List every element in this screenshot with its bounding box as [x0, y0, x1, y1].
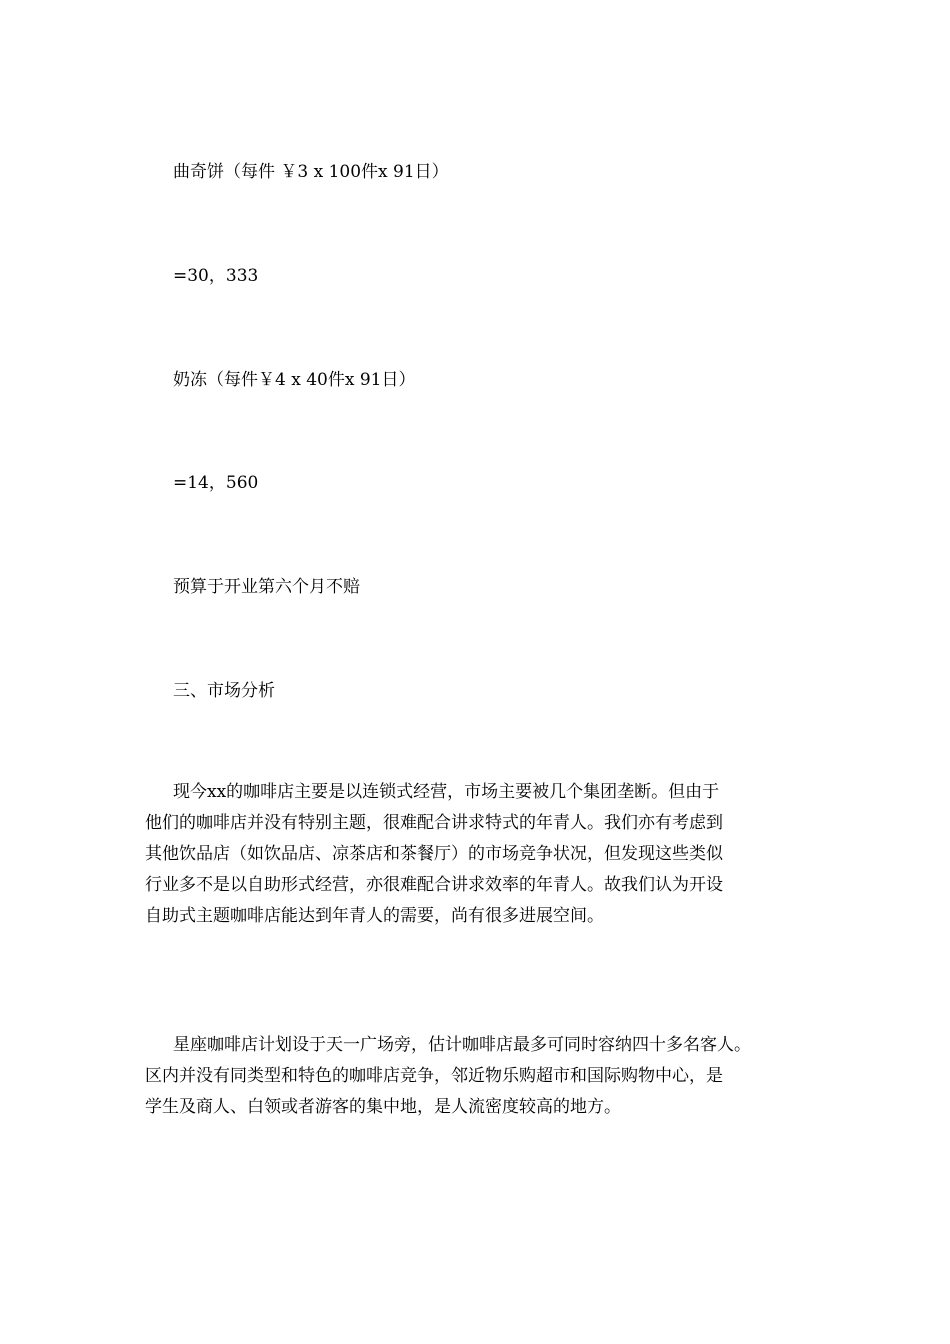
paragraph-line: 自助式主题咖啡店能达到年青人的需要，尚有很多进展空间。 — [145, 906, 604, 926]
paragraph-line: 星座咖啡店计划设于天一广场旁，估计咖啡店最多可同时容纳四十多名客人。 — [173, 1035, 751, 1055]
paragraph-line: 行业多不是以自助形式经营，亦很难配合讲求效率的年青人。故我们认为开设 — [145, 875, 723, 895]
cookie-cost-total: =30，333 — [173, 266, 259, 286]
paragraph-line: 他们的咖啡店并没有特别主题，很难配合讲求特式的年青人。我们亦有考虑到 — [145, 813, 723, 833]
location-paragraph — [145, 1030, 825, 1123]
cookie-cost-line: 曲奇饼（每件 ￥3 x 100件x 91日） — [173, 162, 449, 182]
paragraph-line: 区内并没有同类型和特色的咖啡店竞争，邻近物乐购超市和国际购物中心，是 — [145, 1066, 723, 1086]
jelly-cost-line: 奶冻（每件￥4 x 40件x 91日） — [173, 370, 416, 390]
paragraph-line: 其他饮品店（如饮品店、凉茶店和茶餐厅）的市场竞争状况，但发现这些类似 — [145, 844, 723, 864]
section-heading: 三、市场分析 — [173, 681, 275, 701]
budget-note: 预算于开业第六个月不赔 — [173, 577, 360, 597]
jelly-cost-total: =14，560 — [173, 473, 259, 493]
paragraph-line: 现今xx的咖啡店主要是以连锁式经营，市场主要被几个集团垄断。但由于 — [173, 782, 720, 802]
paragraph-line: 学生及商人、白领或者游客的集中地，是人流密度较高的地方。 — [145, 1097, 621, 1117]
market-analysis-paragraph — [145, 777, 825, 932]
